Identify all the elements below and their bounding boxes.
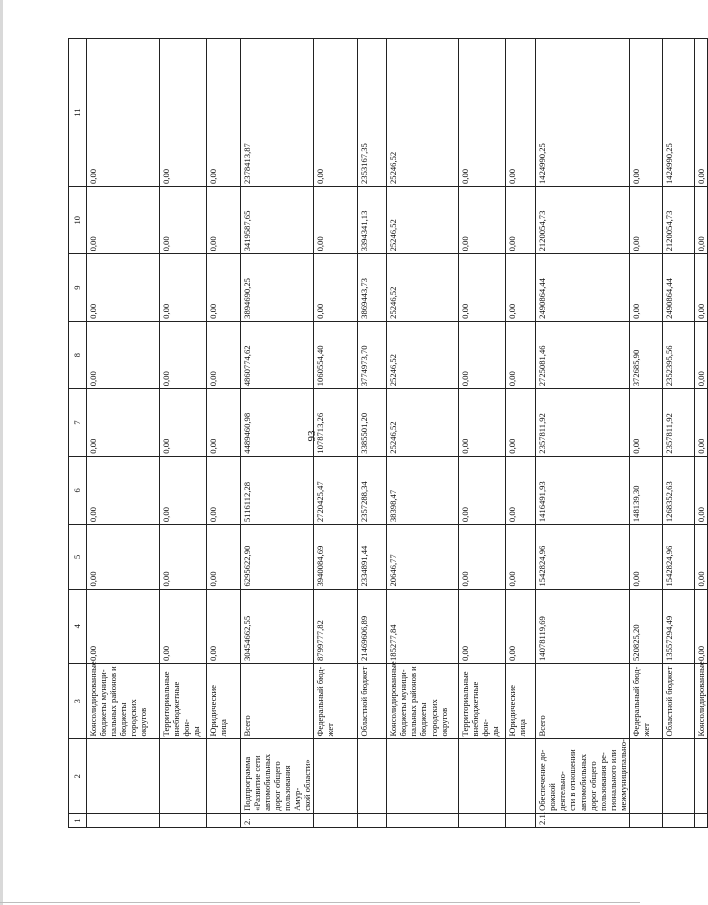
table-row bbox=[207, 39, 241, 828]
amount-cell: 0,00 bbox=[87, 39, 160, 187]
row-number-cell: 2. bbox=[241, 813, 314, 827]
amount-cell: 0,00 bbox=[160, 321, 207, 388]
amount-cell: 3869443,73 bbox=[358, 254, 387, 321]
funding-source-cell: Территориальные внебюджетные фон- ды bbox=[459, 663, 506, 738]
amount-cell: 0,00 bbox=[314, 187, 358, 254]
amount-cell: 0,00 bbox=[459, 456, 506, 524]
amount-cell: 0,00 bbox=[629, 254, 662, 321]
program-name-cell bbox=[160, 739, 207, 813]
amount-cell: 3774973,70 bbox=[358, 321, 387, 388]
amount-cell: 0,00 bbox=[207, 456, 241, 524]
program-name-cell bbox=[314, 739, 358, 813]
amount-cell: 372685,90 bbox=[629, 321, 662, 388]
table-row bbox=[160, 39, 207, 828]
amount-cell: 0,00 bbox=[694, 389, 707, 456]
funding-source-cell: Областной бюджет bbox=[358, 663, 387, 738]
program-name-cell bbox=[358, 739, 387, 813]
amount-cell: 2490864,44 bbox=[536, 254, 629, 321]
amount-cell: 25246,52 bbox=[387, 39, 459, 187]
row-number-cell bbox=[87, 813, 160, 827]
amount-cell: 0,00 bbox=[459, 389, 506, 456]
header-cell: 2 bbox=[69, 739, 87, 813]
amount-cell: 0,00 bbox=[87, 321, 160, 388]
row-number-cell bbox=[160, 813, 207, 827]
header-cell: 6 bbox=[69, 456, 87, 524]
amount-cell: 3894690,25 bbox=[241, 254, 314, 321]
amount-cell: 30454662,55 bbox=[241, 589, 314, 663]
table-row bbox=[358, 39, 387, 828]
funding-source-cell: Федеральный бюд- жет bbox=[314, 663, 358, 738]
amount-cell: 0,00 bbox=[160, 254, 207, 321]
amount-cell: 0,00 bbox=[87, 525, 160, 589]
amount-cell: 0,00 bbox=[160, 456, 207, 524]
amount-cell: 0,00 bbox=[694, 254, 707, 321]
funding-source-cell: Консолидированные бюджеты муници- пальных районов и бюджеты городских округов bbox=[87, 663, 160, 738]
amount-cell: 0,00 bbox=[160, 39, 207, 187]
funding-source-cell: Территориальные внебюджетные фон- ды bbox=[160, 663, 207, 738]
amount-cell: 0,00 bbox=[160, 389, 207, 456]
amount-cell: 0,00 bbox=[87, 389, 160, 456]
amount-cell: 185277,84 bbox=[387, 589, 459, 663]
table-row bbox=[314, 39, 358, 828]
amount-cell: 2120054,73 bbox=[662, 187, 694, 254]
row-number-cell bbox=[459, 813, 506, 827]
amount-cell: 38398,47 bbox=[387, 456, 459, 524]
program-name-cell bbox=[387, 739, 459, 813]
amount-cell: 0,00 bbox=[207, 389, 241, 456]
amount-cell: 4860774,62 bbox=[241, 321, 314, 388]
amount-cell: 0,00 bbox=[87, 187, 160, 254]
table-row bbox=[629, 39, 662, 828]
amount-cell: 0,00 bbox=[160, 525, 207, 589]
amount-cell: 1078713,26 bbox=[314, 389, 358, 456]
amount-cell: 2357811,92 bbox=[662, 389, 694, 456]
scan-bottom-line bbox=[0, 902, 640, 903]
amount-cell: 1424990,25 bbox=[662, 39, 694, 187]
amount-cell: 0,00 bbox=[87, 589, 160, 663]
program-name-cell bbox=[662, 739, 694, 813]
amount-cell: 4489460,98 bbox=[241, 389, 314, 456]
program-name-cell: Подпрограмма «Развитие сети автомобильных дорог общего пользования Амур- ской области» bbox=[241, 739, 314, 813]
amount-cell: 520825,20 bbox=[629, 589, 662, 663]
amount-cell: 0,00 bbox=[694, 525, 707, 589]
amount-cell: 14078119,69 bbox=[536, 589, 629, 663]
amount-cell: 0,00 bbox=[506, 456, 536, 524]
table-row bbox=[694, 39, 707, 828]
row-number-cell bbox=[314, 813, 358, 827]
amount-cell: 0,00 bbox=[207, 321, 241, 388]
page-number: 93 bbox=[306, 430, 318, 442]
amount-cell: 0,00 bbox=[459, 254, 506, 321]
funding-source-cell: Юридические лица bbox=[207, 663, 241, 738]
funding-source-cell: Всего bbox=[241, 663, 314, 738]
amount-cell: 1268352,63 bbox=[662, 456, 694, 524]
row-number-cell bbox=[358, 813, 387, 827]
program-name-cell bbox=[506, 739, 536, 813]
amount-cell: 0,00 bbox=[694, 456, 707, 524]
amount-cell: 0,00 bbox=[506, 254, 536, 321]
header-cell: 5 bbox=[69, 525, 87, 589]
row-number-cell bbox=[506, 813, 536, 827]
amount-cell: 8799777,82 bbox=[314, 589, 358, 663]
amount-cell: 3394341,13 bbox=[358, 187, 387, 254]
program-name-cell bbox=[207, 739, 241, 813]
amount-cell: 0,00 bbox=[207, 254, 241, 321]
amount-cell: 0,00 bbox=[314, 254, 358, 321]
amount-cell: 0,00 bbox=[506, 39, 536, 187]
amount-cell: 0,00 bbox=[459, 187, 506, 254]
amount-cell: 0,00 bbox=[629, 39, 662, 187]
amount-cell: 2352395,56 bbox=[662, 321, 694, 388]
header-cell: 3 bbox=[69, 663, 87, 738]
program-name-cell bbox=[87, 739, 160, 813]
amount-cell: 0,00 bbox=[694, 589, 707, 663]
amount-cell: 25246,52 bbox=[387, 254, 459, 321]
amount-cell: 0,00 bbox=[207, 187, 241, 254]
amount-cell: 20646,77 bbox=[387, 525, 459, 589]
amount-cell: 0,00 bbox=[207, 39, 241, 187]
table-row bbox=[387, 39, 459, 828]
table-row bbox=[536, 39, 629, 828]
amount-cell: 0,00 bbox=[629, 389, 662, 456]
funding-source-cell: Консолидированные бюджеты муници- пальных районов и бюджеты городских округов bbox=[387, 663, 459, 738]
header-cell: 7 bbox=[69, 389, 87, 456]
header-cell: 9 bbox=[69, 254, 87, 321]
header-cell: 4 bbox=[69, 589, 87, 663]
amount-cell: 2378413,87 bbox=[241, 39, 314, 187]
amount-cell: 25246,52 bbox=[387, 187, 459, 254]
amount-cell: 1542824,96 bbox=[662, 525, 694, 589]
amount-cell: 0,00 bbox=[694, 39, 707, 187]
amount-cell: 0,00 bbox=[506, 187, 536, 254]
amount-cell: 0,00 bbox=[207, 589, 241, 663]
amount-cell: 3419587,65 bbox=[241, 187, 314, 254]
amount-cell: 0,00 bbox=[506, 389, 536, 456]
amount-cell: 25246,52 bbox=[387, 321, 459, 388]
amount-cell: 2725081,46 bbox=[536, 321, 629, 388]
header-cell: 11 bbox=[69, 39, 87, 187]
table-row bbox=[87, 39, 160, 828]
amount-cell: 3385501,20 bbox=[358, 389, 387, 456]
program-name-cell bbox=[629, 739, 662, 813]
amount-cell: 0,00 bbox=[506, 321, 536, 388]
budget-table bbox=[68, 38, 708, 828]
row-number-cell bbox=[662, 813, 694, 827]
funding-source-cell: Всего bbox=[536, 663, 629, 738]
amount-cell: 0,00 bbox=[160, 187, 207, 254]
amount-cell: 1542824,96 bbox=[536, 525, 629, 589]
amount-cell: 21469606,89 bbox=[358, 589, 387, 663]
amount-cell: 0,00 bbox=[629, 187, 662, 254]
row-number-cell bbox=[387, 813, 459, 827]
amount-cell: 2357288,34 bbox=[358, 456, 387, 524]
table-row bbox=[662, 39, 694, 828]
amount-cell: 2120054,73 bbox=[536, 187, 629, 254]
amount-cell: 2720425,47 bbox=[314, 456, 358, 524]
table-row bbox=[241, 39, 314, 828]
amount-cell: 0,00 bbox=[87, 456, 160, 524]
amount-cell: 0,00 bbox=[694, 187, 707, 254]
row-number-cell bbox=[207, 813, 241, 827]
amount-cell: 6295622,90 bbox=[241, 525, 314, 589]
amount-cell: 2357811,92 bbox=[536, 389, 629, 456]
row-number-cell: 2.1. bbox=[536, 813, 629, 827]
amount-cell: 0,00 bbox=[87, 254, 160, 321]
header-cell: 10 bbox=[69, 187, 87, 254]
amount-cell: 13557294,49 bbox=[662, 589, 694, 663]
funding-source-cell: Федеральный бюд- жет bbox=[629, 663, 662, 738]
amount-cell: 3940084,69 bbox=[314, 525, 358, 589]
amount-cell: 1424990,25 bbox=[536, 39, 629, 187]
program-name-cell bbox=[694, 739, 707, 813]
budget-table-rotated bbox=[68, 38, 706, 828]
amount-cell: 5116112,28 bbox=[241, 456, 314, 524]
scan-edge bbox=[0, 0, 3, 905]
amount-cell: 148139,30 bbox=[629, 456, 662, 524]
program-name-cell bbox=[459, 739, 506, 813]
table-row bbox=[506, 39, 536, 828]
funding-source-cell: Юридические лица bbox=[506, 663, 536, 738]
amount-cell: 2490864,44 bbox=[662, 254, 694, 321]
row-number-cell bbox=[694, 813, 707, 827]
amount-cell: 0,00 bbox=[694, 321, 707, 388]
header-cell: 1 bbox=[69, 813, 87, 827]
header-row bbox=[69, 39, 87, 828]
amount-cell: 1060554,40 bbox=[314, 321, 358, 388]
amount-cell: 0,00 bbox=[506, 525, 536, 589]
funding-source-cell: Областной бюджет bbox=[662, 663, 694, 738]
funding-source-cell: Консолидированные bbox=[694, 663, 707, 738]
row-number-cell bbox=[629, 813, 662, 827]
amount-cell: 25246,52 bbox=[387, 389, 459, 456]
header-cell: 8 bbox=[69, 321, 87, 388]
amount-cell: 0,00 bbox=[459, 589, 506, 663]
amount-cell: 0,00 bbox=[314, 39, 358, 187]
amount-cell: 2353167,35 bbox=[358, 39, 387, 187]
amount-cell: 1416491,93 bbox=[536, 456, 629, 524]
amount-cell: 0,00 bbox=[207, 525, 241, 589]
amount-cell: 0,00 bbox=[160, 589, 207, 663]
table-row bbox=[459, 39, 506, 828]
amount-cell: 0,00 bbox=[459, 321, 506, 388]
amount-cell: 0,00 bbox=[629, 525, 662, 589]
amount-cell: 0,00 bbox=[506, 589, 536, 663]
amount-cell: 2334891,44 bbox=[358, 525, 387, 589]
program-name-cell: Обеспечение до- рожной деятельно- сти в отношении автомобильных дорог общего пользования ре- гионального или межмуниципально- bbox=[536, 739, 629, 813]
amount-cell: 0,00 bbox=[459, 525, 506, 589]
amount-cell: 0,00 bbox=[459, 39, 506, 187]
